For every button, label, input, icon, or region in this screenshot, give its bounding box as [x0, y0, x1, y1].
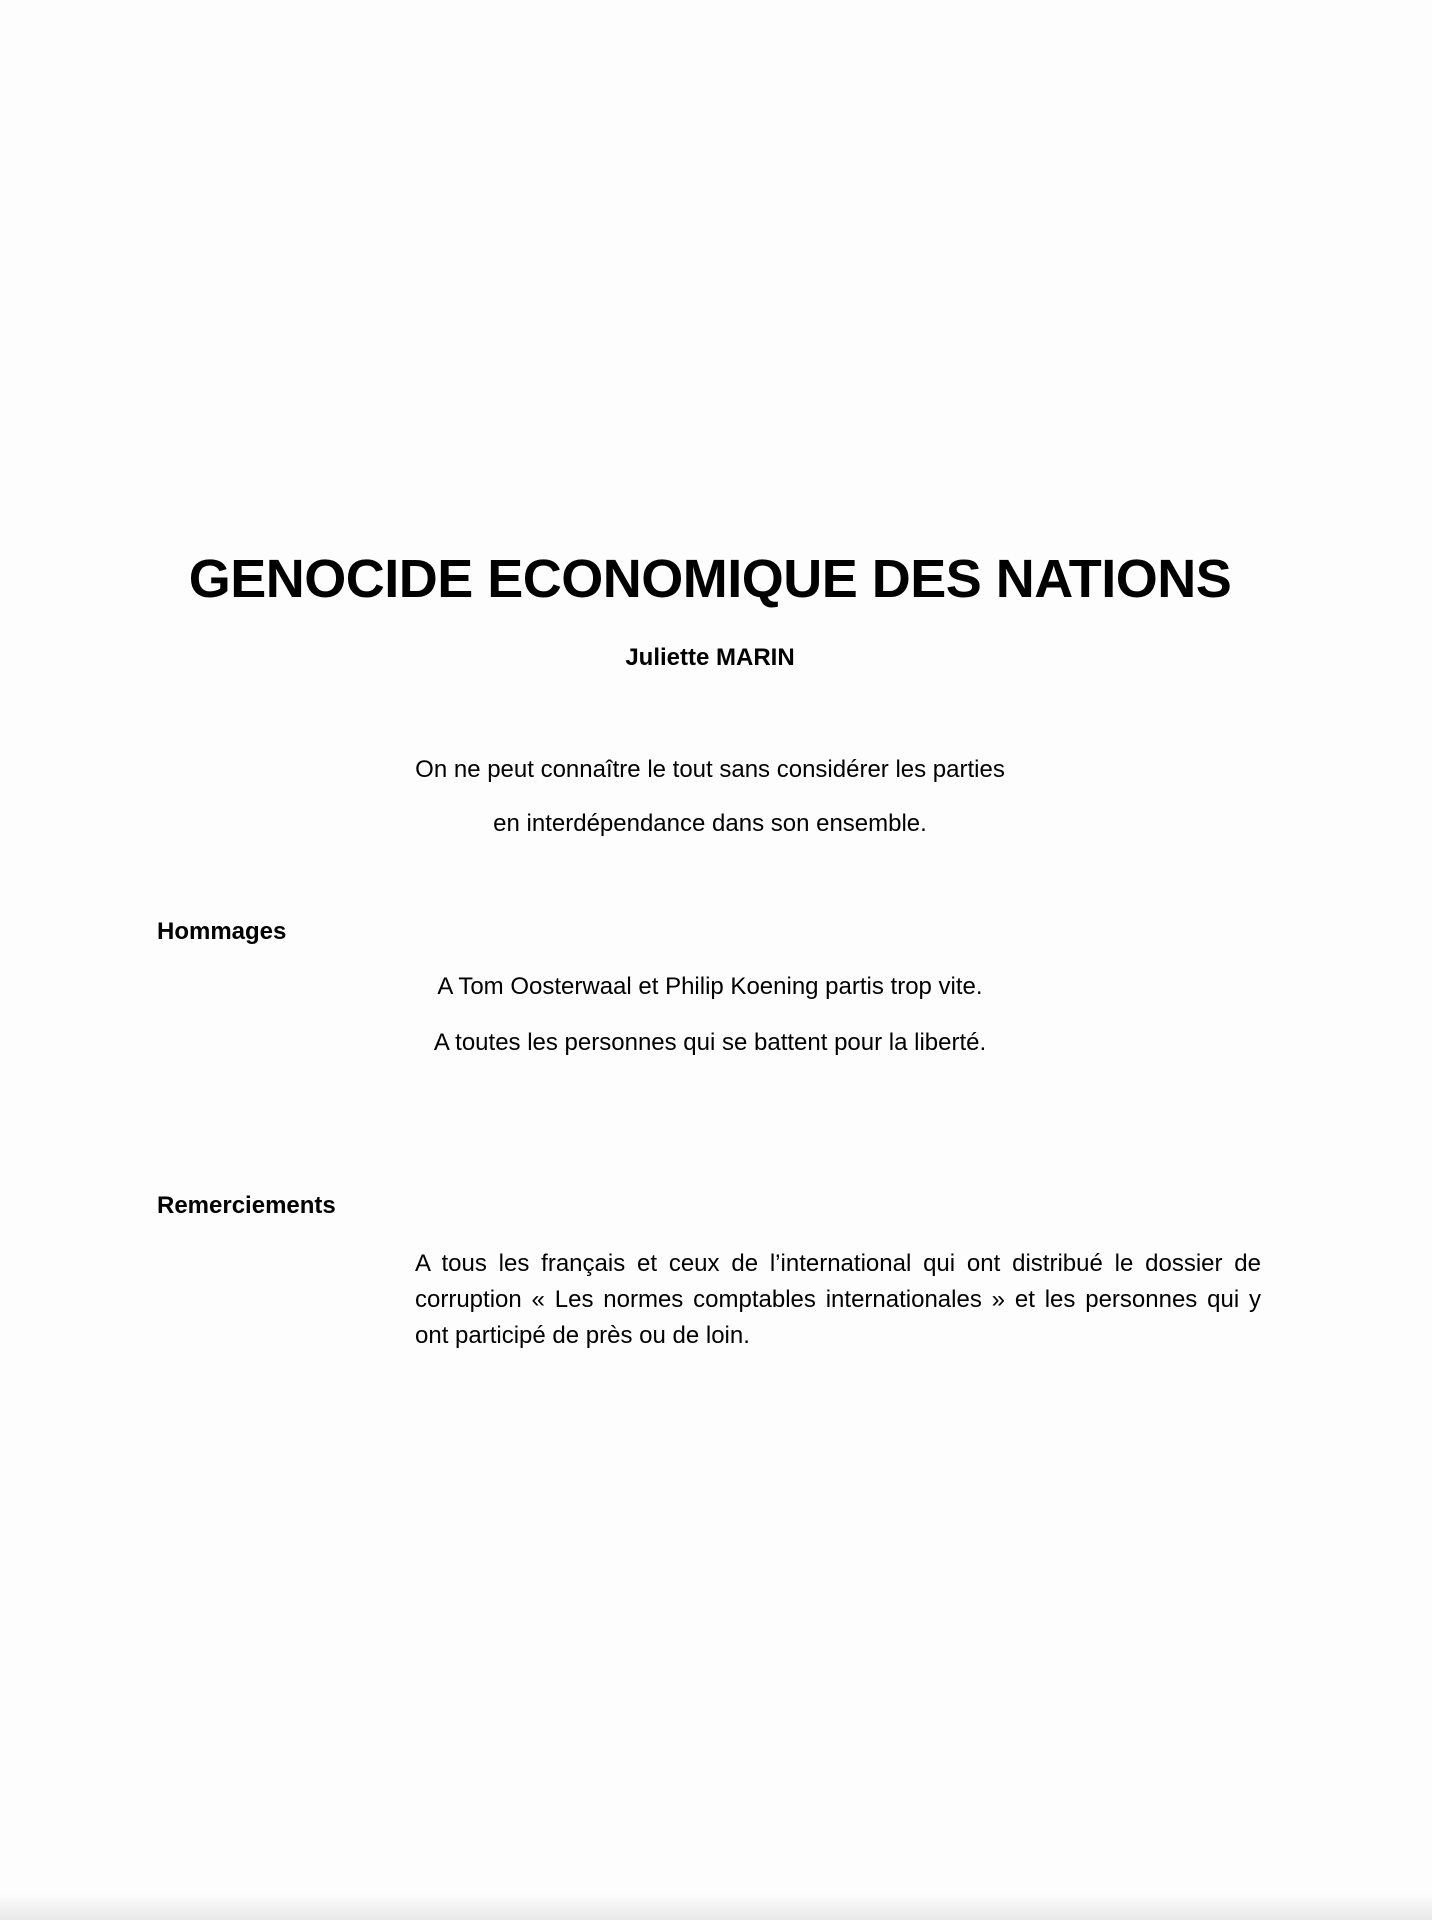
epigraph-line-1: On ne peut connaître le tout sans considérer les parties — [415, 756, 1005, 783]
remerciements-heading: Remerciements — [157, 1192, 336, 1219]
hommages-line-2: A toutes les personnes qui se battent pour la liberté. — [433, 1029, 987, 1056]
hommages-line-1: A Tom Oosterwaal et Philip Koening partis trop vite. — [437, 973, 983, 1000]
hommages-heading: Hommages — [157, 918, 287, 945]
document-author: Juliette MARIN — [625, 644, 795, 671]
page-bottom-shadow — [0, 1894, 1432, 1920]
remerciements-paragraph: A tous les français et ceux de l’international qui ont distribué le dossier de corruption « Les normes comptables internationales » et les personnes qui y ont participé de près ou de loin. — [415, 1250, 1261, 1349]
epigraph-line-2: en interdépendance dans son ensemble. — [493, 810, 927, 837]
document-title: GENOCIDE ECONOMIQUE DES NATIONS — [188, 549, 1232, 609]
